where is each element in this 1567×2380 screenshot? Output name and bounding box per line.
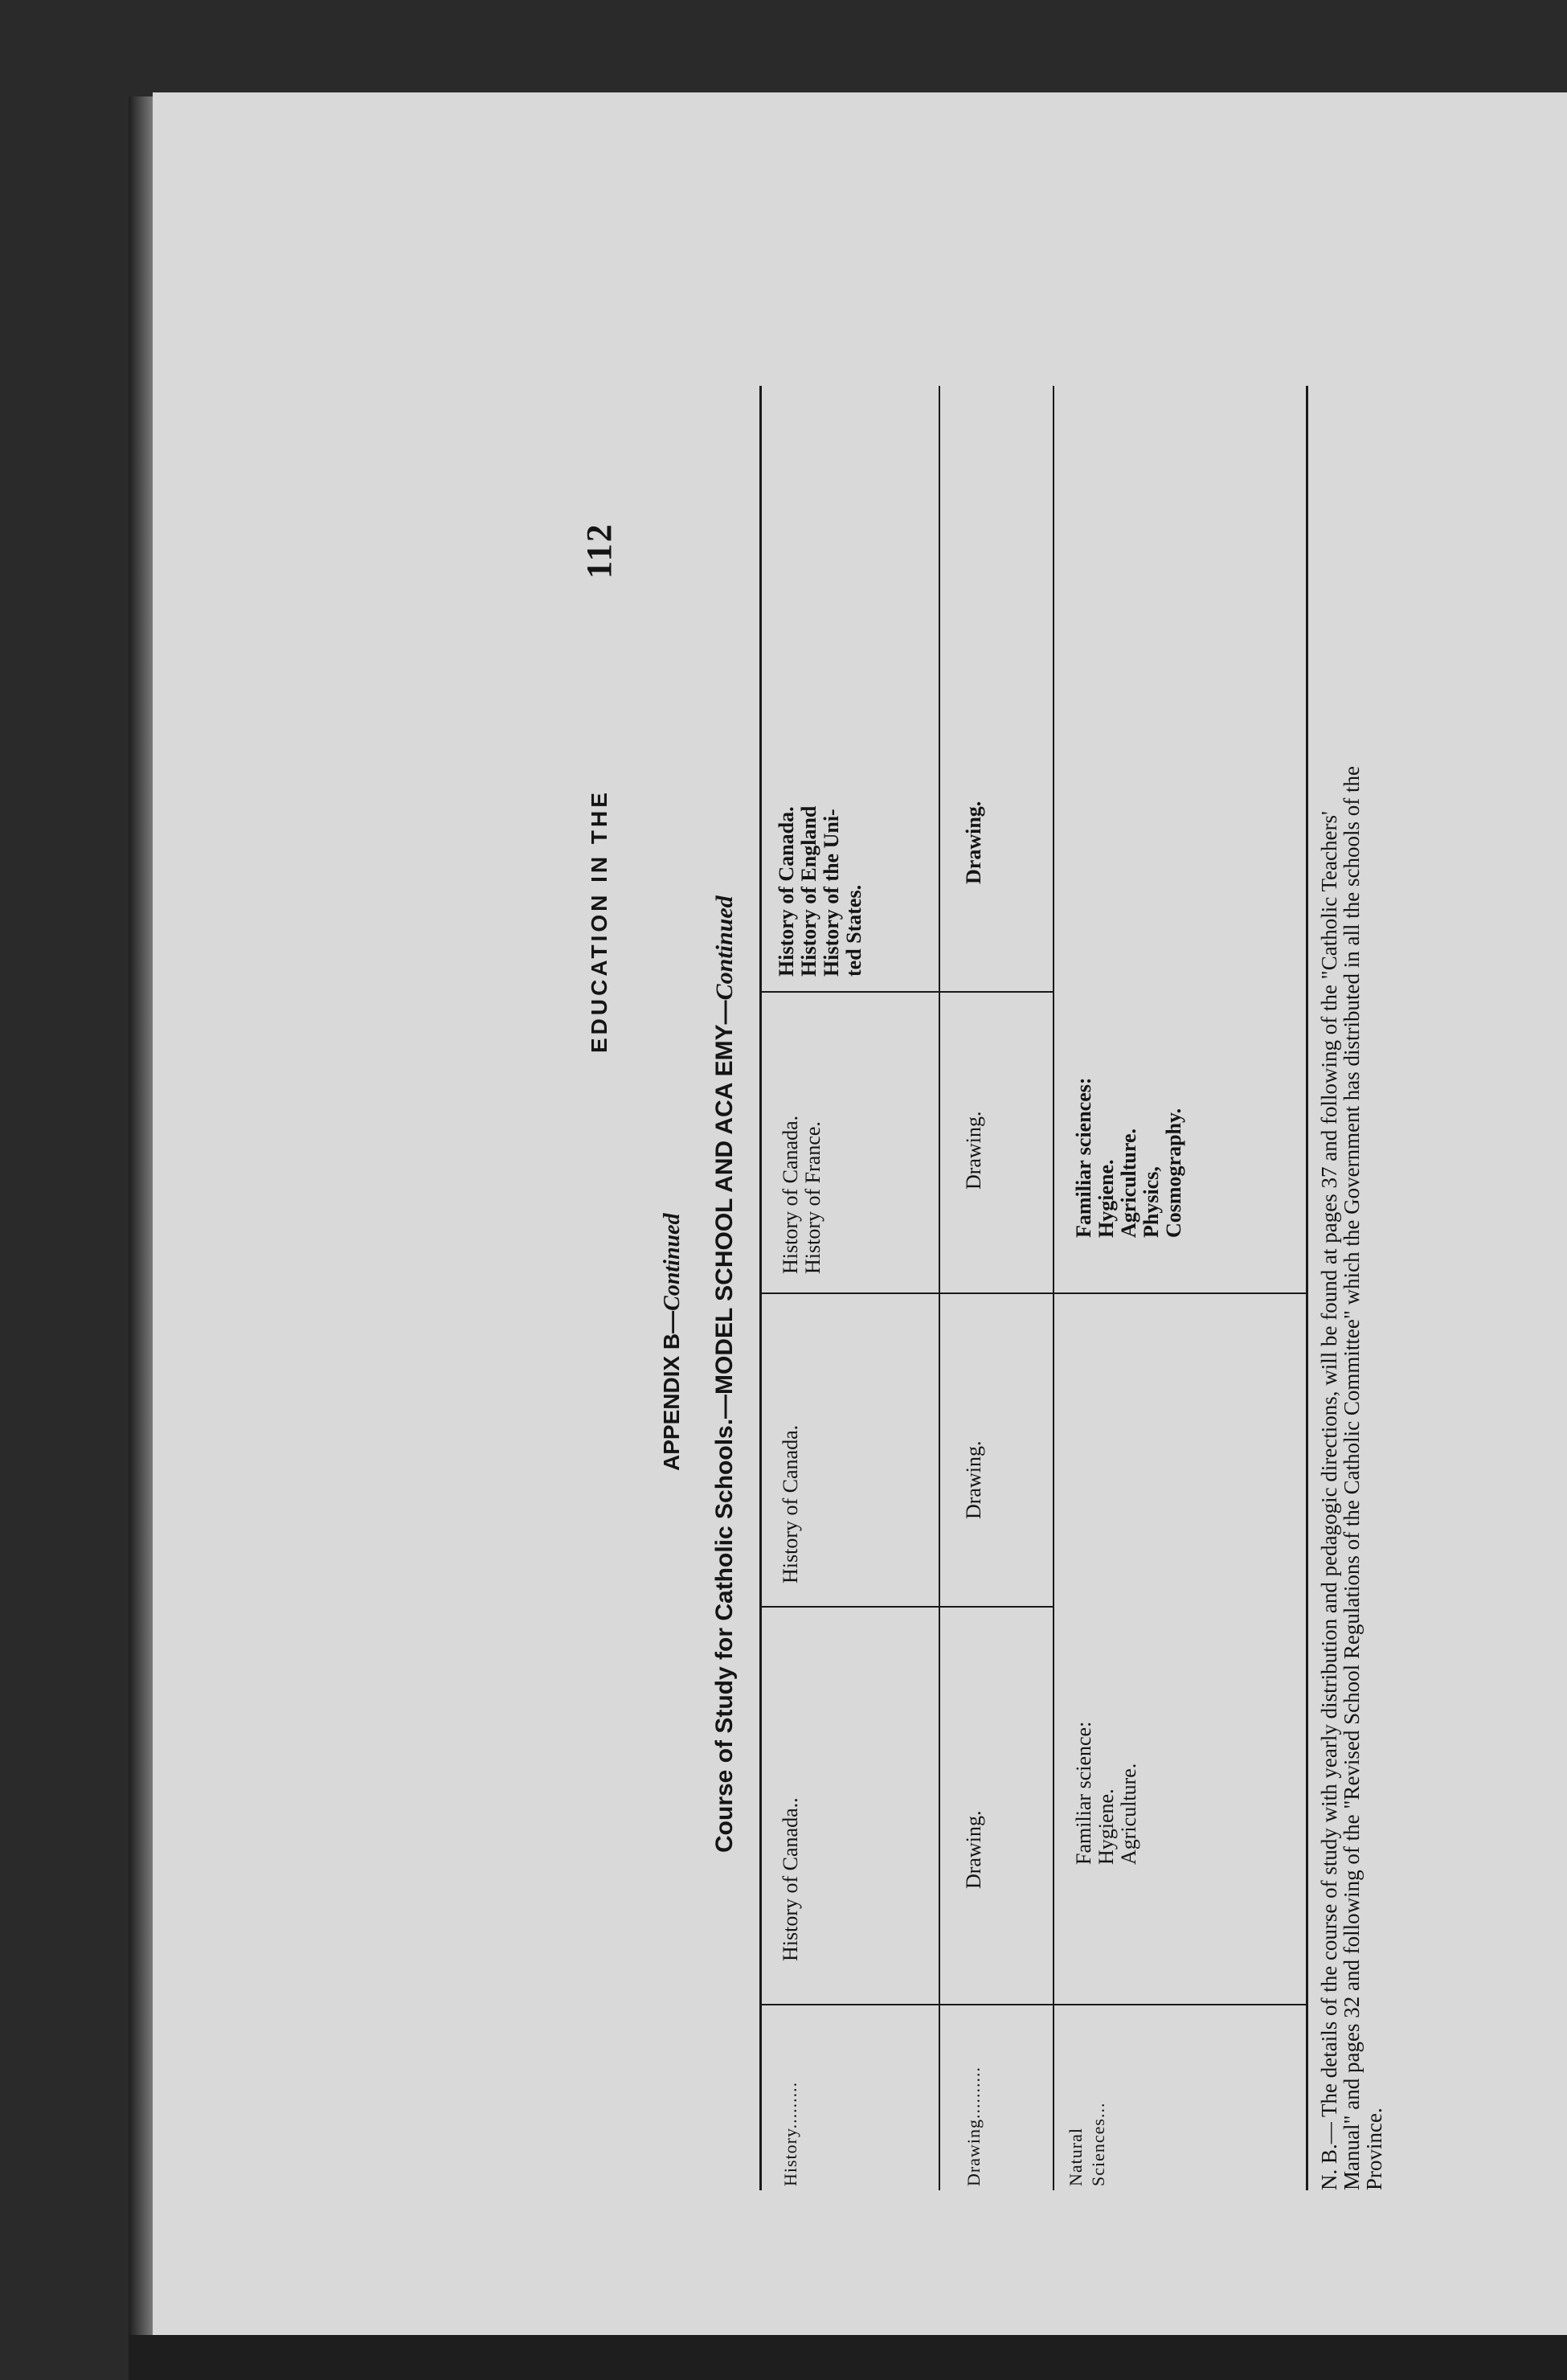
row-label-history: History......... <box>780 2081 800 2186</box>
row-label-natural-sciences: Natural Sciences... <box>1066 2102 1108 2186</box>
scan-border <box>129 2335 1567 2380</box>
column-separator <box>762 2004 1306 2005</box>
column-separator <box>762 1292 1306 1294</box>
row-label-drawing: Drawing.......... <box>964 2067 984 2186</box>
column-separator <box>762 991 1053 993</box>
history-year-1: History of Canada.. <box>779 1797 802 1961</box>
history-year-2: History of Canada. <box>779 1424 802 1583</box>
natural-sciences-years-3-4: Familiar sciences: Hygiene. Agriculture. Physics, Cosmography. <box>1072 1077 1185 1238</box>
running-head: EDUCATION IN THE <box>587 789 612 1053</box>
table-subtitle: Course of Study for Catholic Schools.—MODEL SCHOOL AND ACA​ EMY—Continued <box>711 895 738 1853</box>
table-bottom-rule <box>1306 386 1308 2190</box>
row-separator <box>1053 386 1054 2190</box>
history-year-3: History of Canada. History of France. <box>779 1115 824 1274</box>
drawing-year-1: Drawing. <box>962 1810 985 1889</box>
drawing-year-3: Drawing. <box>962 1111 985 1190</box>
rotated-page-content <box>579 370 1386 2218</box>
column-separator <box>762 1606 1053 1608</box>
table-top-rule <box>759 386 762 2190</box>
appendix-title: APPENDIX B—Continued <box>659 1213 685 1471</box>
drawing-year-4: Drawing. <box>962 801 985 884</box>
history-year-4: History of Canada. History of England History of the Uni- ted States. <box>775 805 865 977</box>
footnote: N. B.— The details of the course of study with yearly distribution and pedagogic directions, will be found at pages 37 and following of the "Catholic Teachers' Manual" and pages 32 and following of the "Revised School Regulations of the Catholic Committee" which the Government has distributed in all the schools of the Province. <box>1317 766 1386 2190</box>
drawing-year-2: Drawing. <box>962 1440 985 1519</box>
page-number: 112 <box>579 522 619 579</box>
row-separator <box>939 386 940 2190</box>
natural-sciences-years-1-2: Familiar science: Hygiene. Agriculture. <box>1072 1721 1140 1865</box>
